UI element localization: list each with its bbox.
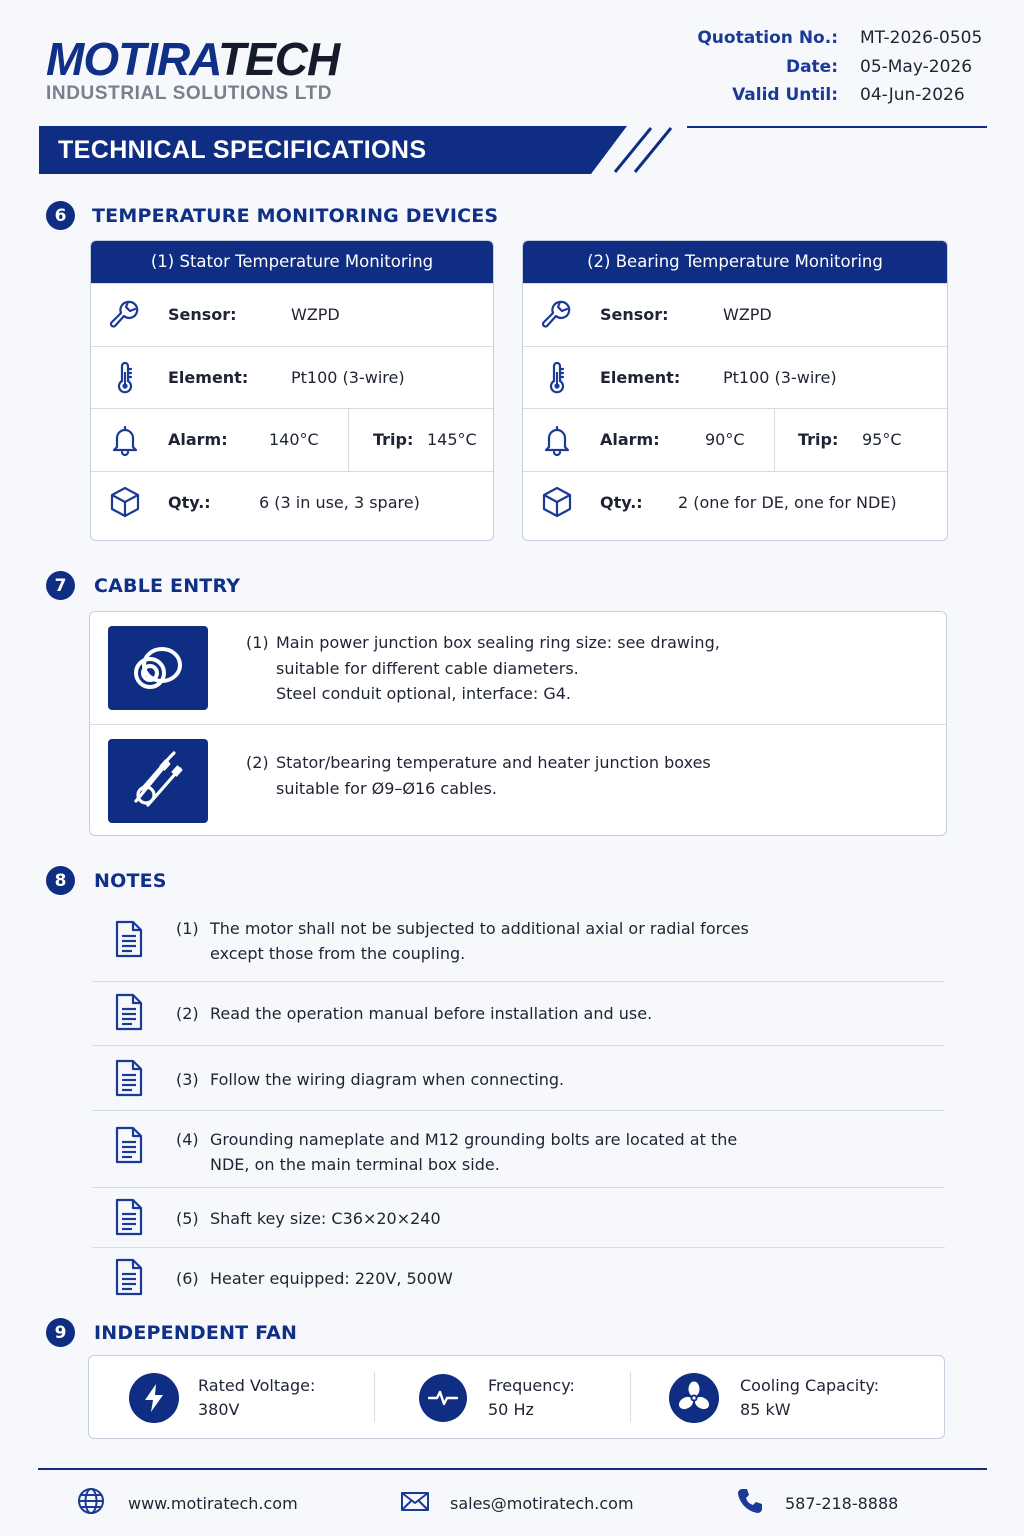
alarm-trip-row (91, 408, 493, 471)
globe-icon (76, 1486, 106, 1520)
cable-item-1 (90, 612, 946, 724)
sensor-label: Sensor: (168, 305, 237, 325)
note-line: except those from the coupling. (210, 944, 466, 963)
cooling-capacity-value: 85 kW (740, 1400, 791, 1419)
phone-text[interactable]: 587-218-8888 (785, 1493, 899, 1513)
element-label: Element: (168, 367, 249, 387)
thermometer-icon (540, 360, 574, 394)
bell-icon (108, 423, 142, 457)
sensor-row (523, 283, 947, 346)
note-line: Follow the wiring diagram when connecting. (210, 1070, 565, 1089)
qty-label: Qty.: (168, 492, 211, 512)
footer-website[interactable] (76, 1488, 298, 1518)
alarm-label: Alarm: (600, 430, 660, 450)
section-heading-notes (46, 866, 167, 895)
trip-label: Trip: (373, 430, 414, 450)
valid-until-value: 04-Jun-2026 (860, 85, 965, 106)
divider (374, 1372, 375, 1422)
email-text[interactable]: sales@motiratech.com (450, 1493, 634, 1513)
website-text[interactable]: www.motiratech.com (128, 1493, 298, 1513)
qty-value: 6 (3 in use, 3 spare) (259, 492, 420, 512)
note-line: NDE, on the main terminal box side. (210, 1155, 500, 1174)
section-number: 8 (46, 866, 75, 895)
note-number: (4) (176, 1130, 199, 1149)
frequency-label: Frequency: (488, 1376, 575, 1395)
row-divider (348, 409, 349, 471)
bearing-temperature-card (522, 240, 948, 541)
document-icon (114, 1059, 144, 1101)
divider (92, 1110, 945, 1111)
footer-divider (38, 1468, 987, 1470)
section-title: INDEPENDENT FAN (94, 1321, 298, 1344)
divider (92, 1187, 945, 1188)
trip-value: 95°C (862, 430, 902, 450)
wrench-icon (540, 298, 574, 332)
stator-temperature-card (90, 240, 494, 541)
wrench-icon (108, 298, 142, 332)
cable-item-line: suitable for Ø9–Ø16 cables. (276, 778, 497, 798)
alarm-trip-row (523, 408, 947, 471)
sensor-row (91, 283, 493, 346)
note-line: Heater equipped: 220V, 500W (210, 1269, 453, 1288)
note-line: The motor shall not be subjected to additional axial or radial forces (210, 919, 749, 938)
footer-phone[interactable] (736, 1488, 898, 1518)
sensor-label: Sensor: (600, 305, 669, 325)
row-divider (774, 409, 775, 471)
section-number: 7 (46, 571, 75, 600)
qty-value: 2 (one for DE, one for NDE) (678, 492, 897, 512)
cable-item-line: Stator/bearing temperature and heater junction boxes (276, 753, 711, 772)
date-value: 05-May-2026 (860, 56, 973, 77)
divider (630, 1372, 631, 1422)
element-label: Element: (600, 367, 681, 387)
section-title: NOTES (94, 869, 167, 892)
cable-item-number: (1) (246, 633, 269, 652)
section-banner (39, 126, 987, 174)
cable-item-text (246, 630, 720, 707)
lightning-icon (129, 1373, 179, 1423)
element-row (91, 346, 493, 409)
alarm-label: Alarm: (168, 430, 228, 450)
trip-label: Trip: (798, 430, 839, 450)
cable-item-line: Steel conduit optional, interface: G4. (276, 684, 571, 703)
qty-row (91, 471, 493, 534)
document-icon (114, 1258, 144, 1300)
logo-part1: MOTIRA (46, 33, 219, 85)
cable-item-2 (90, 725, 946, 836)
element-value: Pt100 (3-wire) (723, 367, 837, 387)
cable-item-number: (2) (246, 753, 269, 772)
note-number: (6) (176, 1269, 199, 1288)
section-heading-fan (46, 1318, 297, 1347)
note-line: Grounding nameplate and M12 grounding bolts are located at the (210, 1130, 738, 1149)
note-number: (1) (176, 919, 199, 938)
rated-voltage-label: Rated Voltage: (198, 1376, 316, 1395)
quotation-no-label: Quotation No.: (697, 28, 838, 49)
box-icon (108, 485, 142, 519)
document-icon (114, 993, 144, 1035)
fan-icon (669, 1373, 719, 1423)
banner-title: TECHNICAL SPECIFICATIONS (58, 136, 427, 164)
frequency-item (419, 1356, 575, 1440)
rated-voltage-value: 380V (198, 1400, 240, 1419)
cooling-capacity-label: Cooling Capacity: (740, 1376, 880, 1395)
cables-icon (108, 739, 208, 823)
section-number: 9 (46, 1318, 75, 1347)
footer-email[interactable] (400, 1488, 634, 1518)
document-icon (114, 1126, 144, 1168)
fan-specs-box (88, 1355, 945, 1439)
document-icon (114, 1198, 144, 1240)
trip-value: 145°C (427, 430, 477, 450)
document-icon (114, 920, 144, 962)
note-line: Shaft key size: C36×20×240 (210, 1209, 441, 1228)
card-title: (2) Bearing Temperature Monitoring (523, 241, 947, 283)
box-icon (540, 485, 574, 519)
divider (92, 1247, 945, 1248)
note-number: (5) (176, 1209, 199, 1228)
note-number: (3) (176, 1070, 199, 1089)
sensor-value: WZPD (291, 305, 340, 325)
section-heading-temperature (46, 201, 498, 230)
rated-voltage-item (129, 1356, 315, 1440)
cable-entry-box (89, 611, 947, 836)
thermometer-icon (108, 360, 142, 394)
alarm-value: 90°C (705, 430, 745, 450)
bell-icon (540, 423, 574, 457)
divider (92, 1045, 945, 1046)
frequency-value: 50 Hz (488, 1400, 534, 1419)
cooling-capacity-item (669, 1356, 879, 1440)
section-number: 6 (46, 201, 75, 230)
quotation-meta (638, 24, 984, 110)
divider (92, 981, 945, 982)
valid-until-label: Valid Until: (732, 85, 838, 106)
phone-icon (736, 1487, 764, 1519)
cable-item-line: Main power junction box sealing ring size: see drawing, (276, 633, 720, 652)
waveform-icon (419, 1374, 467, 1422)
sealing-ring-icon (108, 626, 208, 710)
logo-part2: TECH (218, 33, 340, 85)
cable-item-text (246, 750, 711, 801)
qty-row (523, 471, 947, 534)
sensor-value: WZPD (723, 305, 772, 325)
quotation-no-value: MT-2026-0505 (860, 28, 983, 49)
section-title: TEMPERATURE MONITORING DEVICES (92, 204, 499, 227)
element-value: Pt100 (3-wire) (291, 367, 405, 387)
element-row (523, 346, 947, 409)
note-number: (2) (176, 1004, 199, 1023)
alarm-value: 140°C (269, 430, 319, 450)
date-label: Date: (785, 56, 838, 77)
section-heading-cable-entry (46, 571, 240, 600)
cable-item-line: suitable for different cable diameters. (276, 658, 579, 678)
section-title: CABLE ENTRY (94, 574, 241, 597)
qty-label: Qty.: (600, 492, 643, 512)
note-line: Read the operation manual before installation and use. (210, 1004, 653, 1023)
company-logo (46, 33, 340, 105)
logo-subtitle: INDUSTRIAL SOLUTIONS LTD (46, 83, 333, 104)
envelope-icon (400, 1489, 430, 1517)
card-title: (1) Stator Temperature Monitoring (91, 241, 493, 283)
